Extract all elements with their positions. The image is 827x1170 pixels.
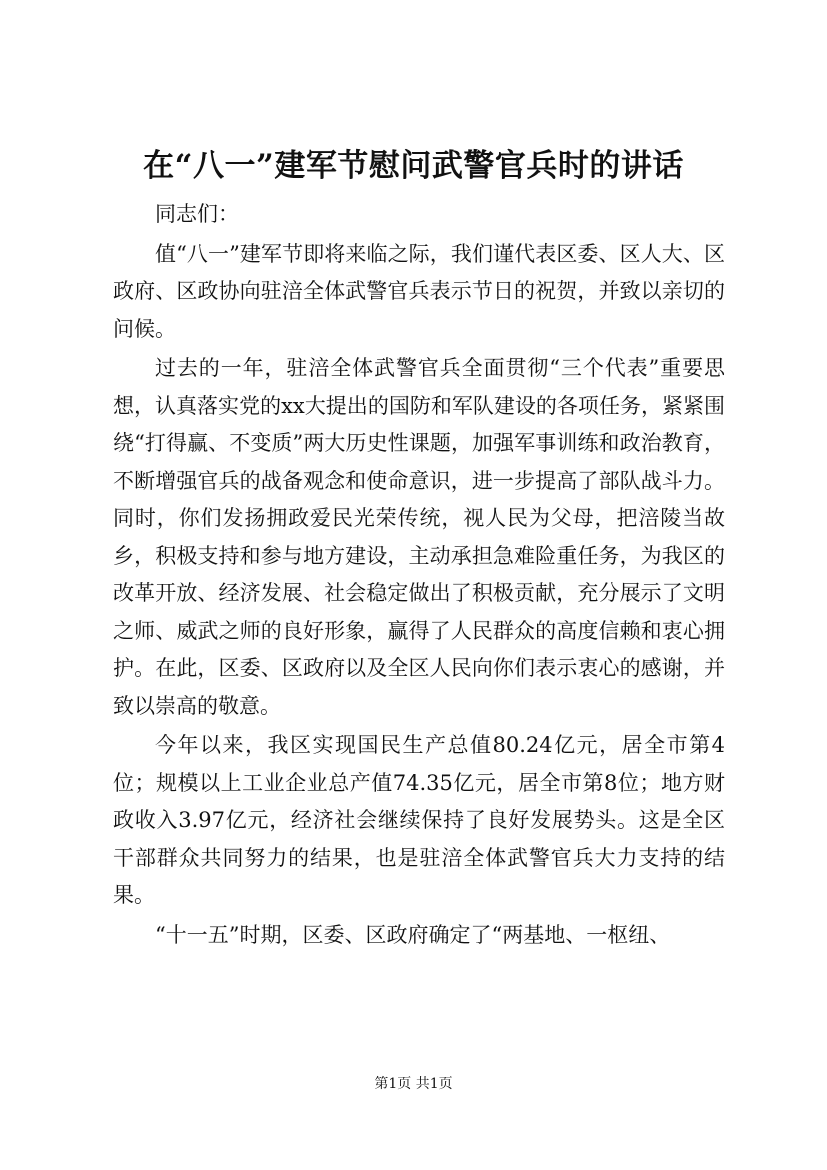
page-footer: 第1页 共1页 bbox=[374, 1076, 453, 1092]
document-title: 在“八一”建军节慰问武警官兵时的讲话 bbox=[143, 148, 684, 184]
paragraph-greeting: 值“八一”建军节即将来临之际，我们谨代表区委、区人大、区政府、区政协向驻涪全体武警官兵表示节日的祝贺，并致以亲切的问候。 bbox=[113, 241, 725, 341]
paragraph-past-year: 过去的一年，驻涪全体武警官兵全面贯彻“三个代表”重要思想，认真落实党的xx大提出的国防和军队建设的各项任务，紧紧围绕“打得赢、不变质”两大历史性课题，加强军事训练和政治教育，不断增强官兵的战备观念和使命意识，进一步提高了部队战斗力。同时，你们发扬拥政爱民光荣传统，视人民为父母，把涪陵当故乡，积极支持和参与地方建设，主动承担急难险重任务，为我区的改革开放、经济发展、社会稳定做出了积极贡献，充分展示了文明之师、威武之师的良好形象，赢得了人民群众的高度信赖和衷心拥护。在此，区委、区政府以及全区人民向你们表示衷心的感谢，并致以崇高的敬意。 bbox=[113, 356, 725, 718]
paragraph-economy: 今年以来，我区实现国民生产总值80.24亿元，居全市第4位；规模以上工业企业总产值74.35亿元，居全市第8位；地方财政收入3.97亿元，经济社会继续保持了良好发展势头。这是全区干部群众共同努力的结果，也是驻涪全体武警官兵大力支持的结果。 bbox=[113, 733, 725, 907]
paragraph-salutation: 同志们： bbox=[155, 202, 239, 226]
document-body bbox=[113, 196, 725, 956]
paragraph-five-year-plan: “十一五”时期，区委、区政府确定了“两基地、一枢纽、 bbox=[155, 922, 671, 947]
